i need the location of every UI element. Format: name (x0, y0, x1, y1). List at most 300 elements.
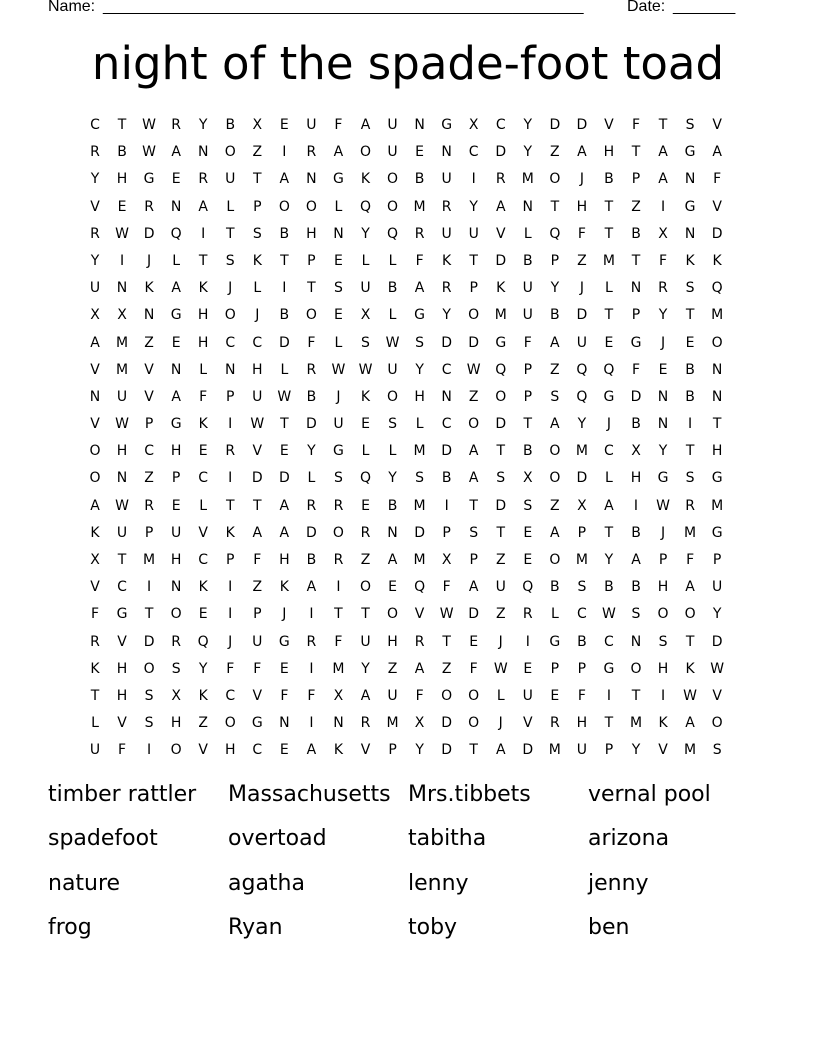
grid-letter: O (495, 388, 507, 405)
grid-letter: J (498, 633, 503, 650)
grid-letter: W (602, 606, 616, 623)
grid-letter: N (414, 117, 425, 133)
grid-letter: I (660, 198, 666, 215)
grid-letter: K (198, 579, 208, 596)
grid-letter: Q (197, 633, 209, 650)
grid-letter: L (388, 252, 397, 269)
grid-letter: V (712, 117, 722, 133)
grid-letter: X (631, 443, 641, 460)
grid-letter: J (255, 307, 260, 324)
grid-letter: E (279, 443, 289, 460)
grid-letter: T (496, 524, 506, 541)
grid-letter: V (198, 524, 208, 541)
grid-letter: D (441, 742, 453, 759)
grid-letter: E (523, 660, 533, 677)
grid-letter: P (307, 252, 316, 269)
grid-letter: H (252, 361, 263, 378)
grid-letter: G (684, 198, 696, 215)
grid-letter: P (577, 524, 587, 541)
grid-letter: T (225, 225, 235, 242)
grid-letter: U (522, 687, 533, 704)
grid-row (82, 302, 732, 329)
grid-letter: A (550, 524, 560, 541)
grid-row (82, 656, 732, 683)
grid-letter: B (631, 416, 641, 433)
grid-letter: O (143, 660, 155, 677)
grid-letter: G (684, 144, 696, 161)
name-date-header (48, 0, 748, 18)
grid-row (82, 465, 732, 492)
grid-letter: N (630, 633, 642, 650)
grid-row (82, 493, 732, 520)
grid-letter: U (306, 117, 317, 133)
grid-letter: T (469, 497, 478, 514)
grid-letter: T (198, 252, 208, 269)
grid-letter: V (604, 117, 614, 133)
grid-letter: Q (387, 225, 399, 242)
grid-letter: K (198, 416, 208, 433)
word-item: jenny (588, 870, 649, 896)
grid-letter: C (225, 687, 236, 704)
grid-letter: O (387, 388, 399, 405)
grid-row (82, 411, 732, 438)
grid-letter: S (252, 225, 262, 242)
grid-letter: R (414, 225, 425, 242)
grid-letter: A (414, 280, 425, 297)
grid-row (82, 357, 732, 384)
grid-letter: Z (441, 660, 452, 677)
grid-letter: T (442, 633, 451, 650)
grid-letter: M (413, 552, 426, 568)
grid-letter: P (442, 524, 451, 541)
grid-letter: J (579, 280, 584, 297)
word-item: toby (408, 915, 458, 941)
grid-letter: R (144, 497, 154, 514)
grid-letter: G (170, 416, 182, 433)
grid-letter: B (685, 361, 695, 378)
grid-letter: T (280, 252, 289, 269)
grid-letter: O (387, 606, 399, 623)
grid-letter: H (170, 552, 182, 568)
grid-letter: F (199, 388, 208, 405)
grid-letter: P (577, 660, 587, 677)
grid-letter: G (630, 334, 642, 351)
grid-letter: R (360, 524, 371, 541)
grid-letter: R (522, 606, 533, 623)
grid-letter: T (550, 198, 560, 215)
grid-letter: G (278, 633, 290, 650)
grid-letter: Z (577, 252, 587, 269)
grid-letter: B (550, 307, 560, 324)
grid-letter: P (226, 388, 235, 405)
grid-letter: K (198, 687, 208, 704)
grid-row (82, 629, 732, 656)
grid-letter: J (282, 606, 287, 623)
grid-letter: H (576, 198, 588, 215)
grid-letter: W (385, 334, 400, 351)
grid-letter: F (118, 742, 127, 759)
grid-letter: M (143, 552, 156, 568)
grid-letter: V (90, 579, 100, 596)
grid-letter: Y (415, 742, 424, 759)
grid-row (82, 112, 732, 139)
grid-letter: U (333, 416, 344, 433)
grid-letter: O (468, 416, 480, 433)
grid-letter: O (332, 524, 344, 541)
grid-letter: U (441, 225, 452, 242)
grid-letter: Q (495, 361, 507, 378)
grid-letter: I (228, 579, 233, 596)
grid-letter: C (577, 606, 587, 623)
grid-letter: S (496, 470, 506, 487)
grid-letter: A (658, 171, 668, 188)
grid-letter: I (444, 497, 449, 514)
grid-letter: O (468, 715, 480, 732)
grid-letter: D (441, 334, 453, 351)
grid-letter: T (631, 144, 641, 161)
grid-letter: P (550, 252, 560, 269)
grid-letter: E (279, 660, 289, 677)
grid-letter: A (252, 524, 263, 541)
grid-letter: D (576, 117, 588, 133)
grid-letter: Z (468, 388, 479, 405)
grid-letter: W (683, 687, 698, 704)
grid-letter: D (468, 334, 480, 351)
grid-letter: B (631, 579, 641, 596)
grid-letter: L (523, 225, 532, 242)
grid-letter: D (495, 144, 507, 161)
grid-letter: Y (523, 117, 533, 133)
grid-letter: Y (631, 742, 641, 759)
grid-letter: V (90, 361, 100, 378)
grid-letter: O (711, 334, 723, 351)
grid-letter: N (630, 280, 642, 297)
grid-letter: T (469, 252, 478, 269)
grid-letter: D (711, 633, 723, 650)
grid-letter: D (441, 443, 453, 460)
grid-letter: W (466, 361, 481, 378)
grid-letter: M (332, 660, 345, 677)
grid-letter: P (604, 742, 614, 759)
grid-row (82, 547, 732, 574)
grid-letter: F (334, 633, 343, 650)
grid-letter: G (116, 606, 128, 623)
grid-letter: C (225, 334, 236, 351)
grid-letter: Y (198, 117, 208, 133)
grid-letter: A (712, 144, 722, 161)
grid-letter: T (253, 171, 262, 188)
grid-letter: E (361, 497, 370, 514)
grid-letter: B (631, 524, 641, 541)
grid-letter: L (253, 280, 262, 297)
word-item: Ryan (228, 915, 283, 941)
word-item: ben (588, 915, 630, 941)
grid-letter: A (414, 660, 425, 677)
grid-letter: A (171, 280, 181, 297)
grid-letter: A (360, 687, 371, 704)
grid-letter: G (711, 524, 723, 541)
grid-letter: L (172, 252, 181, 269)
grid-letter: H (657, 660, 669, 677)
grid-letter: H (197, 334, 209, 351)
grid-letter: V (117, 715, 127, 732)
grid-letter: R (171, 117, 181, 133)
grid-letter: T (685, 633, 695, 650)
grid-letter: Y (523, 144, 533, 161)
grid-letter: F (253, 552, 262, 568)
grid-letter: D (495, 497, 507, 514)
grid-letter: A (198, 198, 208, 215)
grid-letter: F (631, 361, 641, 378)
grid-letter: E (198, 606, 208, 623)
grid-letter: E (685, 334, 695, 351)
grid-letter: U (225, 171, 236, 188)
grid-letter: L (91, 715, 99, 732)
name-blank-line: ______________________________________________________ (103, 0, 584, 15)
grid-row (82, 710, 732, 737)
grid-letter: Y (415, 361, 424, 378)
grid-letter: E (279, 742, 289, 759)
grid-letter: R (333, 497, 344, 514)
grid-letter: T (658, 117, 668, 133)
grid-letter: X (658, 225, 668, 242)
grid-letter: Z (631, 198, 641, 215)
grid-letter: N (522, 198, 534, 215)
grid-letter: N (197, 144, 209, 161)
grid-letter: B (685, 388, 695, 405)
grid-letter: F (523, 334, 532, 351)
grid-letter: R (441, 280, 452, 297)
grid-letter: N (89, 388, 101, 405)
grid-letter: D (441, 715, 453, 732)
grid-letter: S (361, 334, 370, 351)
grid-letter: T (144, 606, 154, 623)
grid-letter: I (119, 252, 125, 269)
grid-letter: Y (361, 225, 370, 242)
grid-letter: T (685, 443, 695, 460)
grid-letter: O (278, 198, 290, 215)
grid-letter: L (605, 470, 613, 487)
grid-letter: C (90, 117, 100, 133)
grid-letter: Z (550, 144, 560, 161)
grid-letter: P (253, 198, 262, 215)
grid-letter: T (604, 715, 614, 732)
grid-letter: K (333, 742, 344, 759)
grid-letter: Z (495, 606, 506, 623)
grid-letter: F (686, 552, 695, 568)
grid-letter: M (521, 171, 534, 188)
grid-row (82, 139, 732, 166)
grid-row (82, 520, 732, 547)
word-row (48, 775, 768, 819)
grid-letter: U (89, 742, 101, 759)
grid-letter: R (306, 633, 317, 650)
grid-letter: M (711, 307, 724, 324)
grid-letter: J (660, 524, 666, 541)
grid-letter: K (252, 252, 262, 269)
grid-letter: E (361, 416, 370, 433)
grid-letter: P (388, 742, 397, 759)
grid-letter: U (495, 579, 506, 596)
grid-letter: M (413, 497, 426, 514)
grid-letter: W (115, 416, 129, 433)
grid-letter: N (684, 225, 696, 242)
grid-letter: A (495, 742, 506, 759)
grid-letter: F (280, 687, 289, 704)
grid-letter: V (712, 687, 722, 704)
grid-letter: S (631, 606, 641, 623)
grid-letter: G (333, 443, 344, 460)
grid-letter: D (495, 416, 507, 433)
grid-letter: X (577, 497, 587, 514)
grid-letter: H (603, 144, 615, 161)
grid-letter: W (439, 606, 454, 623)
grid-letter: K (685, 252, 695, 269)
grid-letter: I (606, 687, 611, 704)
grid-letter: R (90, 144, 100, 161)
letter-grid (82, 112, 732, 765)
grid-letter: C (604, 443, 614, 460)
grid-letter: L (605, 280, 613, 297)
grid-letter: O (224, 307, 236, 324)
grid-letter: G (549, 633, 561, 650)
grid-letter: W (710, 660, 725, 677)
grid-letter: P (144, 524, 154, 541)
grid-letter: D (278, 334, 290, 351)
grid-letter: L (334, 334, 343, 351)
grid-letter: D (711, 225, 723, 242)
grid-letter: A (550, 416, 560, 433)
grid-letter: R (306, 144, 317, 161)
grid-letter: B (522, 443, 533, 460)
grid-letter: A (495, 198, 506, 215)
grid-letter: D (549, 117, 561, 133)
word-item: Massachusetts (228, 782, 391, 807)
grid-letter: K (658, 715, 668, 732)
grid-letter: G (251, 715, 263, 732)
grid-letter: L (361, 252, 370, 269)
grid-letter: O (549, 171, 561, 188)
grid-letter: G (657, 470, 669, 487)
grid-letter: A (685, 579, 695, 596)
grid-row (82, 384, 732, 411)
grid-letter: Z (550, 497, 560, 514)
grid-letter: T (604, 524, 614, 541)
grid-letter: A (90, 497, 100, 514)
grid-letter: R (306, 497, 317, 514)
grid-letter: H (116, 660, 128, 677)
grid-letter: V (523, 715, 533, 732)
grid-letter: R (306, 361, 317, 378)
grid-letter: K (360, 171, 371, 188)
grid-letter: M (711, 497, 724, 514)
grid-letter: T (496, 443, 506, 460)
grid-letter: L (199, 361, 208, 378)
grid-letter: Y (198, 660, 208, 677)
word-item: lenny (408, 870, 469, 896)
grid-letter: O (657, 606, 669, 623)
grid-letter: D (468, 606, 480, 623)
grid-letter: C (198, 470, 209, 487)
grid-letter: U (387, 144, 398, 161)
grid-letter: B (387, 497, 398, 514)
grid-letter: F (577, 687, 586, 704)
grid-letter: H (306, 225, 317, 242)
grid-letter: I (309, 660, 314, 677)
grid-letter: O (170, 606, 182, 623)
grid-letter: V (90, 416, 100, 433)
grid-letter: Q (170, 225, 182, 242)
grid-letter: N (711, 361, 723, 378)
grid-letter: E (117, 198, 127, 215)
grid-letter: E (658, 361, 668, 378)
grid-letter: U (576, 742, 588, 759)
grid-letter: G (603, 388, 615, 405)
grid-letter: J (579, 171, 584, 188)
grid-letter: T (631, 687, 641, 704)
grid-letter: E (523, 552, 533, 568)
grid-letter: O (359, 144, 372, 161)
grid-letter: I (228, 416, 233, 433)
grid-letter: O (224, 144, 236, 161)
grid-letter: M (684, 742, 697, 759)
grid-letter: H (711, 443, 723, 460)
grid-letter: Z (144, 334, 154, 351)
grid-letter: V (144, 388, 154, 405)
grid-letter: I (309, 606, 314, 623)
grid-row (82, 683, 732, 710)
grid-letter: X (333, 687, 344, 704)
grid-row (82, 221, 732, 248)
grid-letter: G (170, 307, 182, 324)
grid-letter: R (144, 198, 154, 215)
grid-letter: G (414, 307, 426, 324)
grid-letter: P (253, 606, 262, 623)
grid-letter: C (441, 416, 452, 433)
grid-letter: S (469, 524, 479, 541)
word-item: agatha (228, 870, 305, 896)
grid-letter: E (334, 252, 343, 269)
grid-letter: O (305, 198, 317, 215)
grid-letter: N (170, 579, 182, 596)
grid-letter: Q (359, 470, 372, 487)
grid-letter: F (415, 687, 424, 704)
grid-letter: F (469, 660, 478, 677)
grid-letter: S (685, 117, 695, 133)
grid-letter: N (225, 361, 236, 378)
grid-letter: A (387, 552, 398, 568)
grid-letter: O (549, 470, 561, 487)
grid-letter: S (388, 416, 397, 433)
grid-letter: V (117, 633, 127, 650)
grid-letter: U (712, 579, 723, 596)
grid-letter: B (306, 388, 317, 405)
grid-letter: S (415, 334, 425, 351)
grid-letter: P (712, 552, 722, 568)
grid-letter: Z (144, 470, 154, 487)
grid-letter: K (144, 280, 154, 297)
grid-letter: N (333, 225, 344, 242)
grid-letter: Z (360, 552, 371, 568)
grid-letter: F (334, 117, 343, 133)
grid-letter: H (116, 443, 128, 460)
grid-letter: S (225, 252, 235, 269)
grid-letter: F (253, 660, 262, 677)
grid-letter: O (468, 307, 480, 324)
grid-letter: X (441, 552, 452, 568)
grid-letter: N (170, 198, 182, 215)
grid-letter: M (629, 715, 643, 732)
